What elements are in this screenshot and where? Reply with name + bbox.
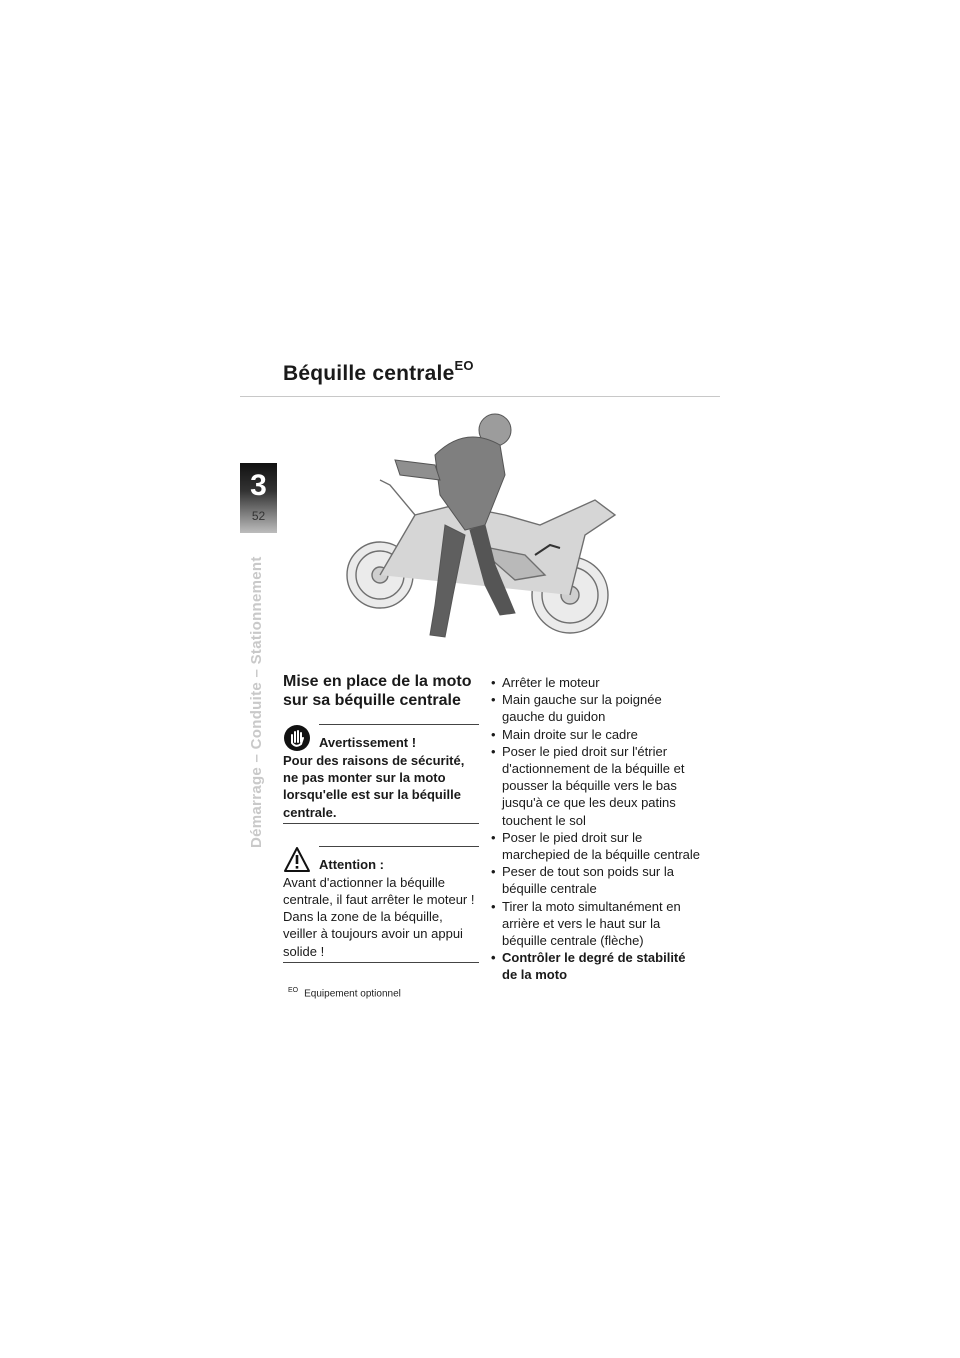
list-item: • Main droite sur le cadre — [491, 726, 701, 743]
attention-block — [283, 846, 479, 963]
list-item: • Contrôler le degré de stabilité de la moto — [491, 949, 701, 983]
right-column — [491, 674, 701, 984]
warning-rule-bottom — [283, 823, 479, 824]
warning-block — [283, 724, 479, 824]
left-column — [283, 672, 479, 963]
attention-rule-bottom — [283, 962, 479, 963]
page-number: 52 — [251, 509, 266, 523]
list-item: • Poser le pied droit sur l'étrier d'actionnement de la béquille et pousser la béquille vers le bas jusqu'à ce que les deux patins touchent le sol — [491, 743, 701, 829]
footnote — [288, 987, 401, 999]
list-item: • Poser le pied droit sur le marchepied de la béquille centrale — [491, 829, 701, 863]
chapter-tab — [240, 463, 277, 533]
footnote-marker: EO — [288, 987, 299, 994]
warning-rule-top — [319, 724, 479, 725]
stop-hand-icon — [283, 724, 311, 752]
chapter-number: 3 — [250, 469, 267, 502]
list-item: • Main gauche sur la poignée gauche du guidon — [491, 691, 701, 725]
list-item: • Tirer la moto simultanément en arrière et vers le haut sur la béquille centrale (flèche) — [491, 898, 701, 950]
caution-triangle-icon — [283, 846, 311, 874]
page-title — [283, 360, 474, 386]
attention-text: Avant d'actionner la béquille centrale, il faut arrêter le moteur ! Dans la zone de la béquille, veiller à toujours avoir un appui solide ! — [283, 874, 475, 959]
motorcycle-centre-stand-illustration — [335, 405, 625, 655]
list-item: • Peser de tout son poids sur la béquille centrale — [491, 863, 701, 897]
warning-text: Pour des raisons de sécurité, ne pas monter sur la moto lorsqu'elle est sur la béquille centrale. — [283, 753, 465, 820]
attention-rule-top — [319, 846, 479, 847]
attention-label: Attention : — [319, 856, 384, 872]
section-heading: Mise en place de la moto sur sa béquille centrale — [283, 673, 472, 709]
title-superscript: EO — [454, 358, 474, 373]
title-rule — [240, 396, 720, 397]
footnote-text: Equipement optionnel — [304, 988, 401, 1000]
side-chapter-title: Démarrage – Conduite – Stationnement — [248, 556, 265, 848]
list-item: • Arrêter le moteur — [491, 674, 701, 691]
warning-label: Avertissement ! — [319, 735, 417, 750]
steps-list — [491, 674, 701, 984]
page-title-text: Béquille centrale — [283, 362, 455, 385]
